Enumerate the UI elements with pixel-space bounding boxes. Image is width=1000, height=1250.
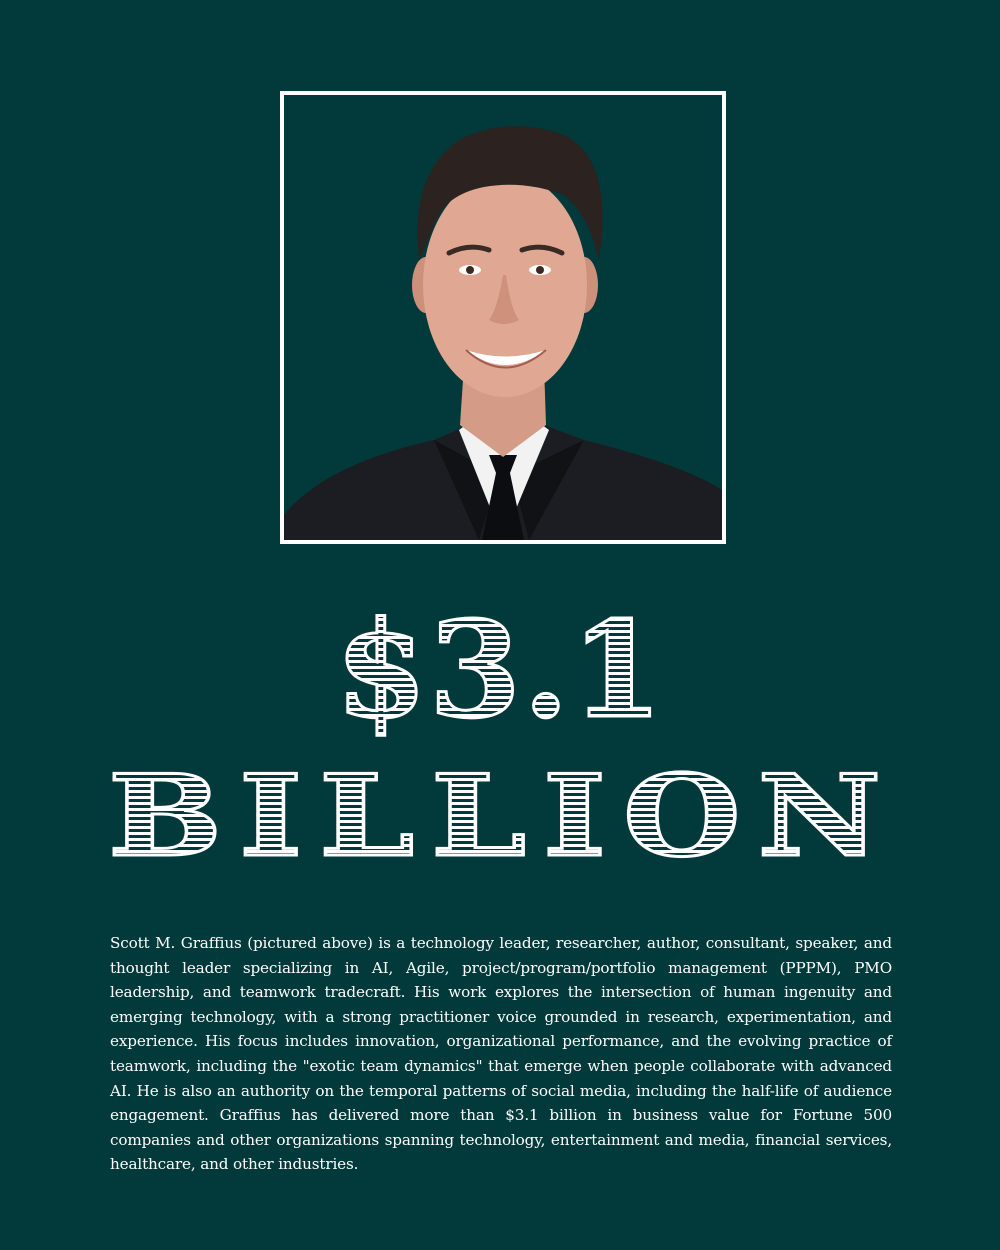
headline-unit-text: BILLION [108, 751, 899, 882]
headline-amount [0, 593, 1000, 748]
headline-unit [0, 751, 1000, 882]
headline-amount-text: $3.1 [335, 593, 665, 748]
portrait-photo-icon [284, 95, 722, 540]
bio-paragraph: Scott M. Graffius (pictured above) is a technology leader, researcher, author, consultant, speaker, and thought leader specializing in AI, Agile, project/program/portfolio management (PPPM), PMO leadership, and teamwork tradecraft. His work explores the intersection of human ingenuity and emerging technology, with a strong practitioner voice grounded in research, experimentation, and experience. His focus includes innovation, organizational performance, and the evolving practice of teamwork, including the "exotic team dynamics" that emerge when people collaborate with advanced AI. He is also an authority on the temporal patterns of social media, including the half-life of audience engagement. Graffius has delivered more than $3.1 billion in business value for Fortune 500 companies and other organizations spanning technology, entertainment and media, financial services, healthcare, and other industries. [110, 934, 892, 1174]
portrait-frame [280, 91, 726, 544]
